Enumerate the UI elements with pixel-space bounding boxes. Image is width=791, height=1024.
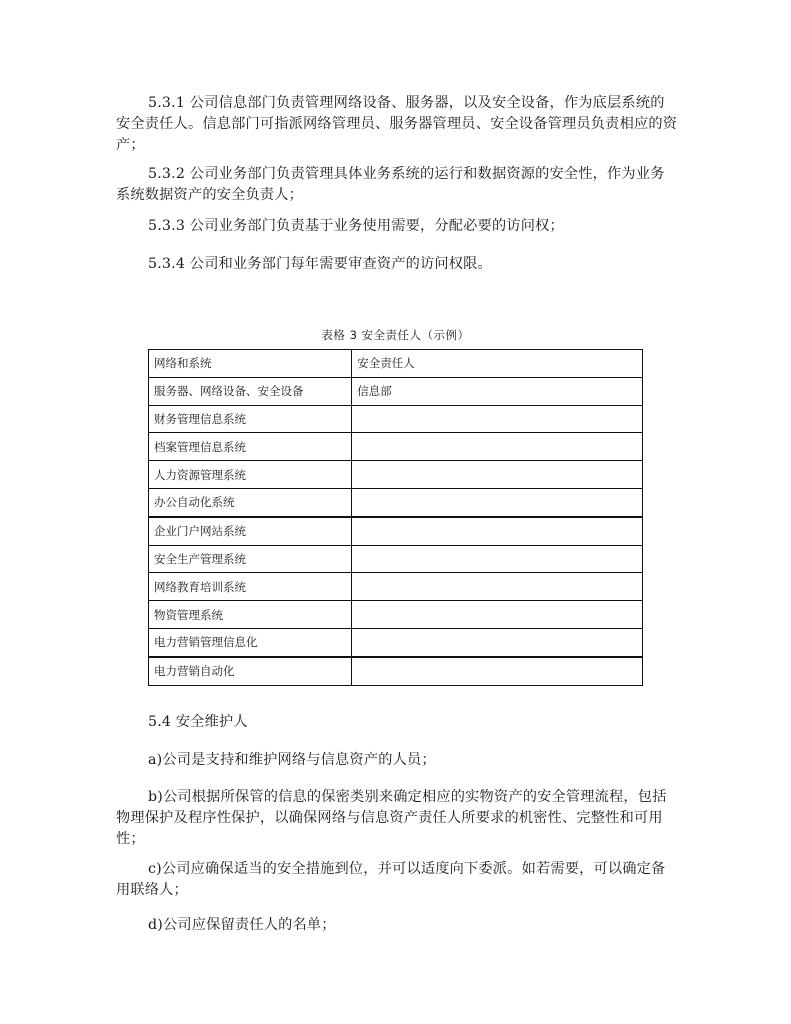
section-5-4-heading — [116, 712, 678, 733]
clause-5-3-1-text: 5.3.1 公司信息部门负责管理网络设备、服务器，以及安全设备，作为底层系统的安全责任人。信息部门可指派网络管理员、服务器管理员、安全设备管理员负责相应的资产； — [116, 95, 678, 153]
clause-5-3-4-text: 5.3.4 公司和业务部门每年需要审查资产的访问权限。 — [148, 256, 492, 272]
table-row — [149, 488, 643, 516]
table-row — [149, 545, 643, 573]
table-cell-system: 办公自动化系统 — [149, 488, 352, 516]
clause-5-4-d — [116, 915, 678, 936]
table-cell-owner — [352, 573, 643, 601]
table-cell-system: 财务管理信息系统 — [149, 405, 352, 433]
table-header-cell: 安全责任人 — [352, 350, 643, 378]
table-cell-owner — [352, 545, 643, 573]
table-cell-owner — [352, 433, 643, 461]
table-row — [149, 405, 643, 433]
clause-5-3-2 — [116, 164, 678, 206]
table-row — [149, 517, 643, 545]
clause-5-3-4 — [116, 254, 678, 275]
table-cell-owner — [352, 517, 643, 545]
table-cell-system: 网络教育培训系统 — [149, 573, 352, 601]
table-cell-owner — [352, 628, 643, 656]
clause-5-3-3 — [116, 216, 678, 237]
table-row — [149, 377, 643, 405]
table-cell-system: 安全生产管理系统 — [149, 545, 352, 573]
clause-5-3-2-text: 5.3.2 公司业务部门负责管理具体业务系统的运行和数据资源的安全性，作为业务系统数据资产的安全负责人； — [116, 166, 665, 203]
clause-5-4-d-text: d)公司应保留责任人的名单； — [148, 917, 336, 933]
clause-5-4-a — [116, 750, 678, 771]
table-header-cell: 网络和系统 — [149, 350, 352, 378]
table-row — [149, 573, 643, 601]
table-cell-owner — [352, 657, 643, 685]
table-cell-system: 档案管理信息系统 — [149, 433, 352, 461]
table-cell-system: 服务器、网络设备、安全设备 — [149, 377, 352, 405]
table-cell-system: 企业门户网站系统 — [149, 517, 352, 545]
responsibility-table — [148, 349, 643, 686]
table-row — [149, 433, 643, 461]
clause-5-4-b-text: b)公司根据所保管的信息的保密类别来确定相应的实物资产的安全管理流程，包括物理保护及程序性保护，以确保网络与信息资产责任人所要求的机密性、完整性和可用性； — [116, 789, 667, 847]
clause-5-4-c — [116, 859, 678, 901]
table-row — [149, 628, 643, 656]
table-cell-owner: 信息部 — [352, 377, 643, 405]
table-header-row — [149, 350, 643, 378]
table-cell-owner — [352, 405, 643, 433]
clause-5-4-c-text: c)公司应确保适当的安全措施到位，并可以适度向下委派。如若需要，可以确定备用联络人； — [116, 861, 666, 898]
section-5-4-heading-text: 5.4 安全维护人 — [148, 714, 248, 730]
table-cell-system: 人力资源管理系统 — [149, 461, 352, 489]
clause-5-4-a-text: a)公司是支持和维护网络与信息资产的人员； — [148, 752, 436, 768]
table-caption: 表格 3 安全责任人（示例） — [321, 328, 470, 342]
table-cell-system: 电力营销自动化 — [149, 657, 352, 685]
table-row — [149, 657, 643, 685]
clause-5-4-b — [116, 787, 678, 850]
table-cell-owner — [352, 461, 643, 489]
table-cell-system: 物资管理系统 — [149, 601, 352, 629]
table-row — [149, 601, 643, 629]
clause-5-3-1 — [116, 93, 678, 156]
clause-5-3-3-text: 5.3.3 公司业务部门负责基于业务使用需要，分配必要的访问权； — [148, 218, 564, 234]
table-row — [149, 461, 643, 489]
table-cell-owner — [352, 488, 643, 516]
table-cell-owner — [352, 601, 643, 629]
table-cell-system: 电力营销管理信息化 — [149, 628, 352, 656]
